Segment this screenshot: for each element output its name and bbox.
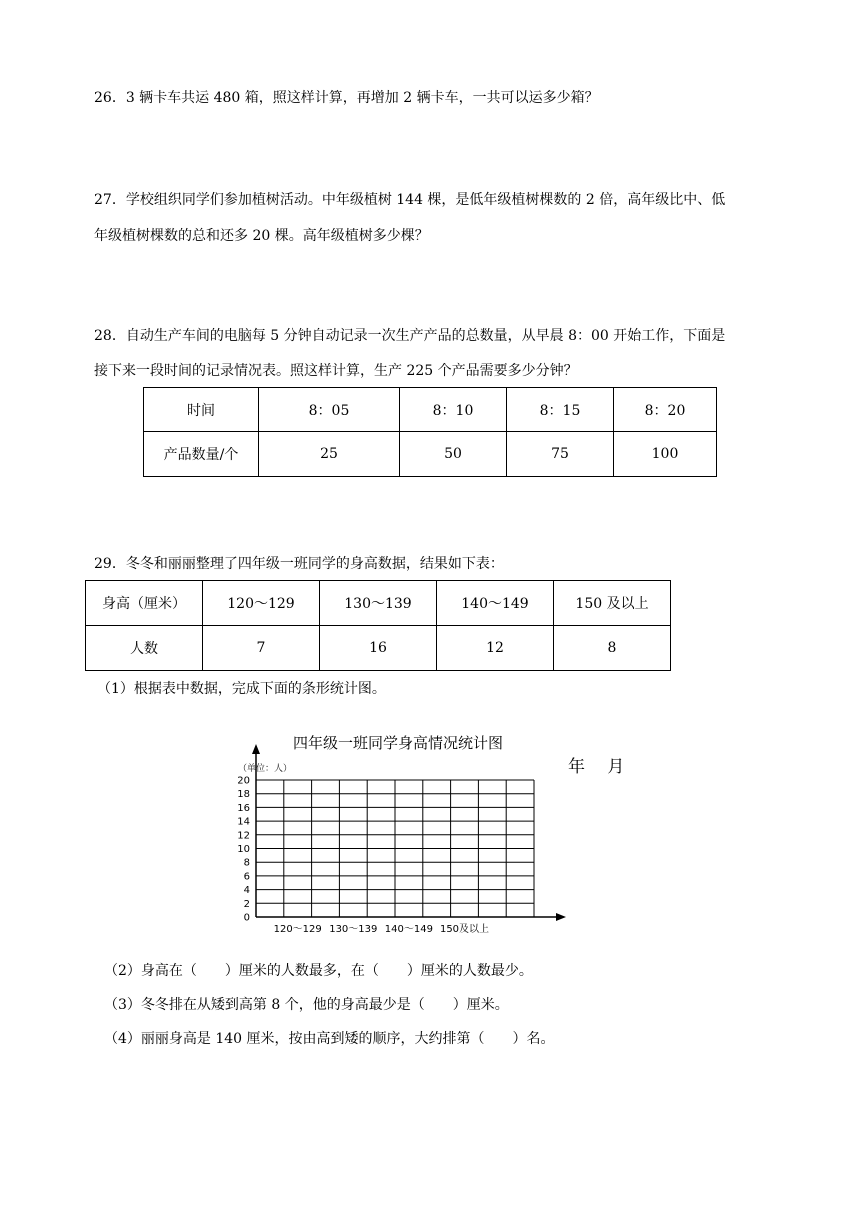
y-tick-label: 8 [243, 857, 250, 869]
x-axis-arrow [556, 913, 566, 921]
question-28-line1: 28．自动生产车间的电脑每 5 分钟自动记录一次生产产品的总数量，从早晨 8：00 开始工作，下面是 [94, 328, 726, 344]
y-axis-arrow [252, 744, 260, 754]
table-cell: 25 [259, 432, 400, 477]
y-tick-label: 18 [237, 789, 250, 801]
table-cell: 150 及以上 [554, 581, 671, 626]
height-data-table [85, 580, 671, 671]
question-27-line1: 27．学校组织同学们参加植树活动。中年级植树 144 棵，是低年级植树棵数的 2 倍，高年级比中、低 [94, 192, 726, 208]
x-tick-label: 130～139 [329, 924, 378, 935]
y-tick-label: 2 [243, 898, 250, 910]
table-cell: 8：05 [259, 388, 400, 432]
table-cell: 50 [400, 432, 507, 477]
chart-date-label: 年 月 [568, 757, 625, 777]
chart-title: 四年级一班同学身高情况统计图 [292, 734, 504, 752]
y-tick-label: 20 [237, 775, 250, 787]
production-record-table [143, 387, 717, 477]
y-tick-label: 4 [243, 885, 250, 897]
y-tick-label: 10 [237, 844, 250, 855]
chart-unit-label: （单位：人） [238, 764, 293, 774]
question-29-intro: 29．冬冬和丽丽整理了四年级一班同学的身高数据，结果如下表： [94, 556, 504, 572]
y-tick-label: 14 [237, 816, 250, 828]
x-tick-label: 140～149 [384, 924, 433, 935]
table-cell: 120～129 [203, 581, 320, 626]
question-29-part2: （2）身高在（ ）厘米的人数最多，在（ ）厘米的人数最少。 [104, 963, 533, 979]
question-29-part1: （1）根据表中数据，完成下面的条形统计图。 [97, 681, 386, 697]
table-cell: 16 [320, 626, 437, 671]
question-26: 26．3 辆卡车共运 480 箱，照这样计算，再增加 2 辆卡车，一共可以运多少箱？ [94, 90, 599, 106]
x-tick-label: 120～129 [273, 924, 322, 935]
question-29-part3: （3）冬冬排在从矮到高第 8 个，他的身高最少是（ ）厘米。 [104, 997, 509, 1013]
table-cell: 12 [437, 626, 554, 671]
question-29-part4: （4）丽丽身高是 140 厘米，按由高到矮的顺序，大约排第（ ）名。 [104, 1031, 555, 1047]
table-cell: 8：20 [614, 388, 717, 432]
table-cell: 130～139 [320, 581, 437, 626]
height-bar-chart [218, 728, 578, 938]
table-cell: 7 [203, 626, 320, 671]
question-28-line2: 接下来一段时间的记录情况表。照这样计算，生产 225 个产品需要多少分钟？ [94, 363, 578, 379]
table-cell: 8：15 [507, 388, 614, 432]
table-cell: 人数 [86, 626, 203, 671]
table-cell: 时间 [144, 388, 259, 432]
question-27-line2: 年级植树棵数的总和还多 20 棵。高年级植树多少棵？ [94, 228, 429, 244]
table-cell: 100 [614, 432, 717, 477]
table-cell: 8 [554, 626, 671, 671]
table-cell: 产品数量/个 [144, 432, 259, 477]
y-tick-label: 12 [237, 830, 250, 842]
table-cell: 身高（厘米） [86, 581, 203, 626]
y-tick-label: 16 [237, 802, 250, 814]
y-tick-label: 6 [243, 871, 250, 883]
table-cell: 75 [507, 432, 614, 477]
table-cell: 140～149 [437, 581, 554, 626]
table-cell: 8：10 [400, 388, 507, 432]
y-tick-label: 0 [243, 912, 250, 924]
x-tick-label: 150及以上 [439, 924, 490, 935]
